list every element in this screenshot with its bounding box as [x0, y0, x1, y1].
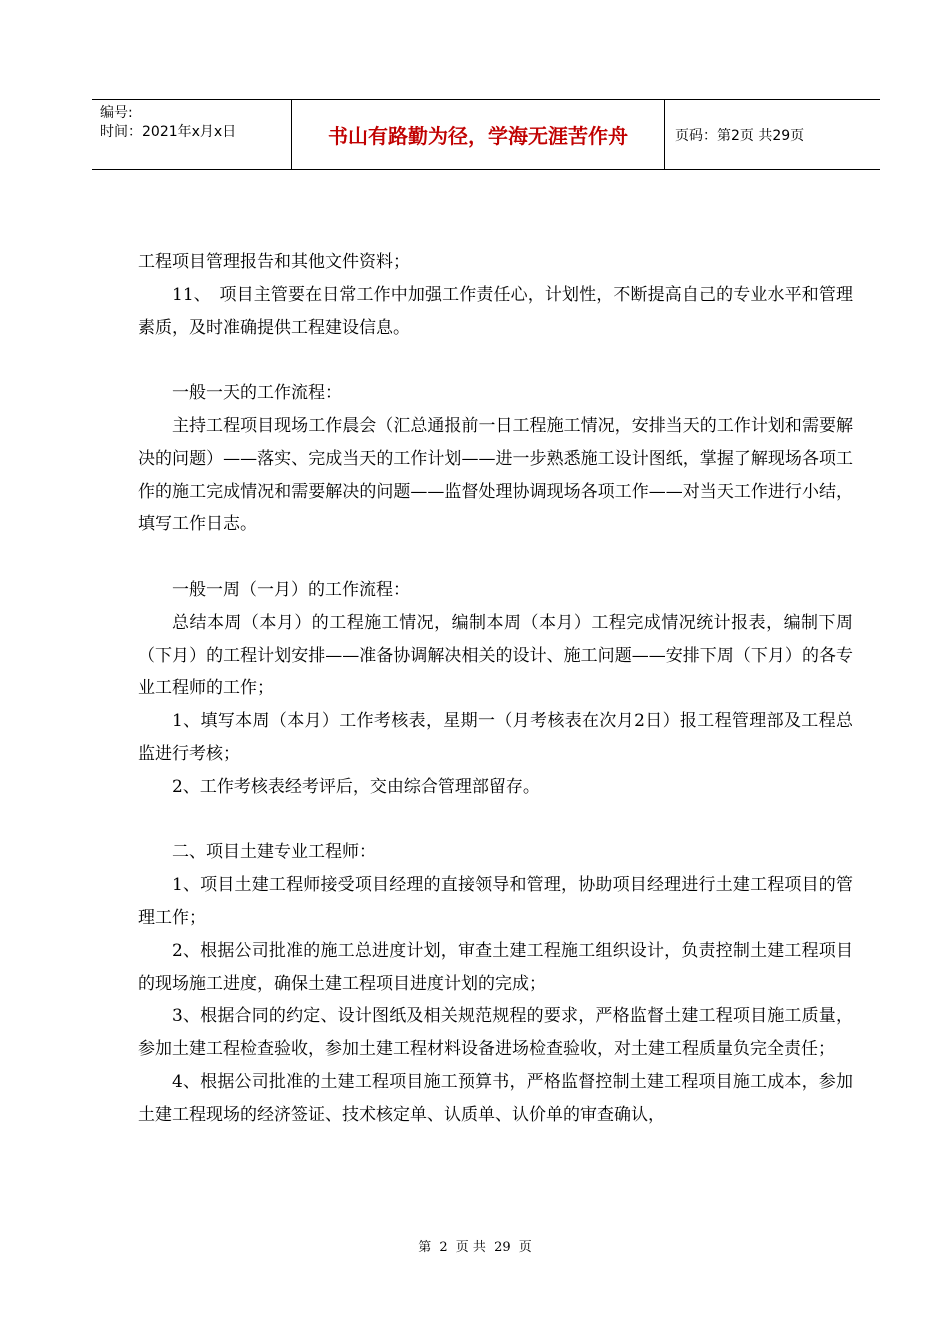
body-paragraph: 一般一天的工作流程：	[172, 383, 342, 404]
footer-mid: 页 共	[455, 1240, 486, 1255]
body-paragraph: 1、项目土建工程师接受项目经理的直接领导和管理，协助项目经理进行土建工程项目的管理工作；	[138, 875, 853, 928]
body-paragraph: 4、根据公司批准的土建工程项目施工预算书，严格监督控制土建工程项目施工成本，参加土建工程现场的经济签证、技术核定单、认质单、认价单的审查确认，	[138, 1071, 853, 1125]
header-page-label: 页码：第2页 共29页	[675, 127, 805, 144]
body-paragraph: 2、根据公司批准的施工总进度计划，审查土建工程施工组织设计，负责控制土建工程项目的现场施工进度，确保土建工程项目进度计划的完成；	[138, 940, 853, 994]
body-paragraph: 2、工作考核表经考评后，交由综合管理部留存。	[172, 776, 540, 797]
header-meta-cell	[92, 100, 292, 169]
document-number-label: 编号:	[100, 105, 133, 121]
page-footer	[0, 1236, 950, 1255]
footer-suffix: 页	[518, 1240, 532, 1255]
paragraph-spacer	[138, 804, 853, 837]
document-time-label: 时间：2021年x月x日	[100, 124, 237, 140]
body-paragraph: 总结本周（本月）的工程施工情况，编制本周（本月）工程完成情况统计报表，编制下周（下月）的工程计划安排——准备协调解决相关的设计、施工问题——安排下周（下月）的各专业工程师的工作；	[138, 612, 853, 699]
body-paragraph: 工程项目管理报告和其他文件资料；	[138, 252, 410, 272]
footer-total-pages: 29	[494, 1240, 511, 1255]
header-motto: 书山有路勤为径，学海无涯苦作舟	[292, 100, 665, 169]
body-paragraph: 一般一周（一月）的工作流程：	[172, 579, 410, 600]
footer-prefix: 第	[418, 1240, 432, 1255]
footer-page-number: 2	[439, 1240, 448, 1255]
body-paragraph: 1、填写本周（本月）工作考核表，星期一（月考核表在次月2日）报工程管理部及工程总监进行考核；	[138, 711, 853, 764]
page-header	[92, 99, 880, 170]
body-paragraph: 3、根据合同的约定、设计图纸及相关规范规程的要求，严格监督土建工程项目施工质量，参加土建工程检查验收，参加土建工程材料设备进场检查验收，对土建工程质量负完全责任；	[138, 1006, 853, 1060]
body-paragraph: 主持工程项目现场工作晨会（汇总通报前一日工程施工情况，安排当天的工作计划和需要解决的问题）——落实、完成当天的工作计划——进一步熟悉施工设计图纸，掌握了解现场各项工作的施工完成情况和需要解决的问题——监督处理协调现场各项工作——对当天工作进行小结，填写工作日志。	[138, 415, 853, 535]
body-paragraph: 11、 项目主管要在日常工作中加强工作责任心，计划性，不断提高自己的专业水平和管理素质，及时准确提供工程建设信息。	[138, 284, 853, 338]
paragraph-spacer	[138, 541, 853, 574]
body-paragraph: 二、项目土建专业工程师：	[172, 842, 376, 863]
paragraph-spacer	[138, 344, 853, 377]
document-body	[138, 246, 853, 1132]
